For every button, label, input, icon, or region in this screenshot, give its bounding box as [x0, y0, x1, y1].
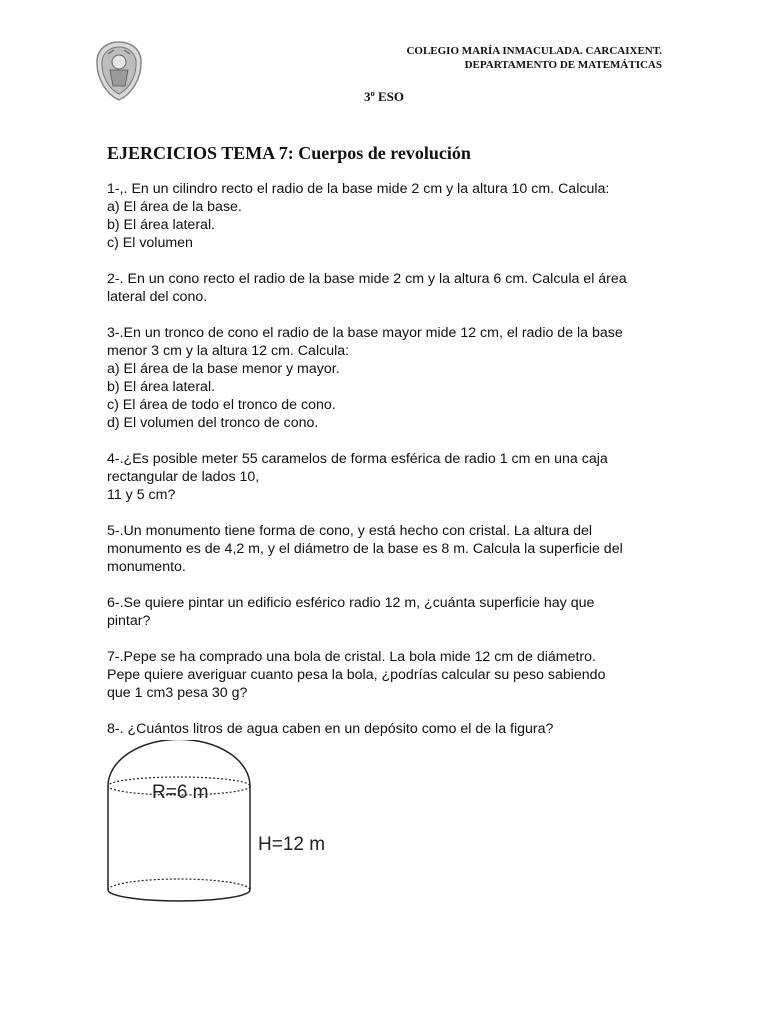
height-label: H=12 m — [258, 834, 326, 855]
exercise-line: menor 3 cm y la altura 12 cm. Calcula: — [107, 343, 350, 359]
exercise-line: 4-.¿Es posible meter 55 caramelos de forma esférica de radio 1 cm en una caja — [107, 451, 608, 467]
exercise-line: Pepe quiere averiguar cuanto pesa la bola, ¿podrías calcular su peso sabiendo — [107, 667, 606, 683]
school-name: COLEGIO MARÍA INMACULADA. CARCAIXENT. — [406, 45, 662, 57]
exercise-list — [107, 180, 667, 756]
bottom-base-front — [108, 890, 250, 901]
exercise-line: monumento. — [107, 559, 186, 575]
exercise-line: c) El volumen — [107, 235, 193, 251]
exercise-line: b) El área lateral. — [107, 217, 216, 233]
exercise-line: 2-. En un cono recto el radio de la base mide 2 cm y la altura 6 cm. Calcula el área — [107, 271, 627, 287]
exercise-1 — [107, 180, 667, 252]
exercise-line: 3-.En un tronco de cono el radio de la base mayor mide 12 cm, el radio de la base — [107, 325, 623, 341]
department-name: DEPARTAMENTO DE MATEMÁTICAS — [464, 59, 662, 71]
exercise-8 — [107, 720, 667, 738]
exercise-6 — [107, 594, 667, 630]
exercise-line: 6-.Se quiere pintar un edificio esférico radio 12 m, ¿cuánta superficie hay que — [107, 595, 595, 611]
exercise-7 — [107, 648, 667, 702]
exercise-line: c) El área de todo el tronco de cono. — [107, 397, 336, 413]
exercise-4 — [107, 450, 667, 504]
course-level: 3º ESO — [363, 89, 405, 104]
exercise-line: 1-,. En un cilindro recto el radio de la base mide 2 cm y la altura 10 cm. Calcula: — [107, 181, 610, 197]
bottom-base-back — [108, 879, 250, 890]
exercise-line: 7-.Pepe se ha comprado una bola de cristal. La bola mide 12 cm de diámetro. — [107, 649, 596, 665]
exercise-line: a) El área de la base. — [107, 199, 242, 215]
exercise-line: 11 y 5 cm? — [107, 487, 176, 503]
exercise-line: pintar? — [107, 613, 151, 629]
exercise-line: que 1 cm3 pesa 30 g? — [107, 685, 248, 701]
exercise-line: monumento es de 4,2 m, y el diámetro de la base es 8 m. Calcula la superficie del — [107, 541, 623, 557]
exercise-3 — [107, 324, 667, 432]
exercise-line: 5-.Un monumento tiene forma de cono, y está hecho con cristal. La altura del — [107, 523, 593, 539]
exercise-line: 8-. ¿Cuántos litros de agua caben en un depósito como el de la figura? — [107, 721, 554, 737]
page-header — [406, 44, 662, 72]
exercise-line: b) El área lateral. — [107, 379, 216, 395]
exercise-2 — [107, 270, 667, 306]
exercise-line: lateral del cono. — [107, 289, 208, 305]
exercise-line: a) El área de la base menor y mayor. — [107, 361, 340, 377]
exercise-5 — [107, 522, 667, 576]
tank-figure — [100, 740, 360, 920]
exercise-line: rectangular de lados 10, — [107, 469, 260, 485]
radius-label: R=6 m — [152, 782, 209, 803]
exercise-line: d) El volumen del tronco de cono. — [107, 415, 319, 431]
page-title: EJERCICIOS TEMA 7: Cuerpos de revolución — [107, 143, 471, 163]
